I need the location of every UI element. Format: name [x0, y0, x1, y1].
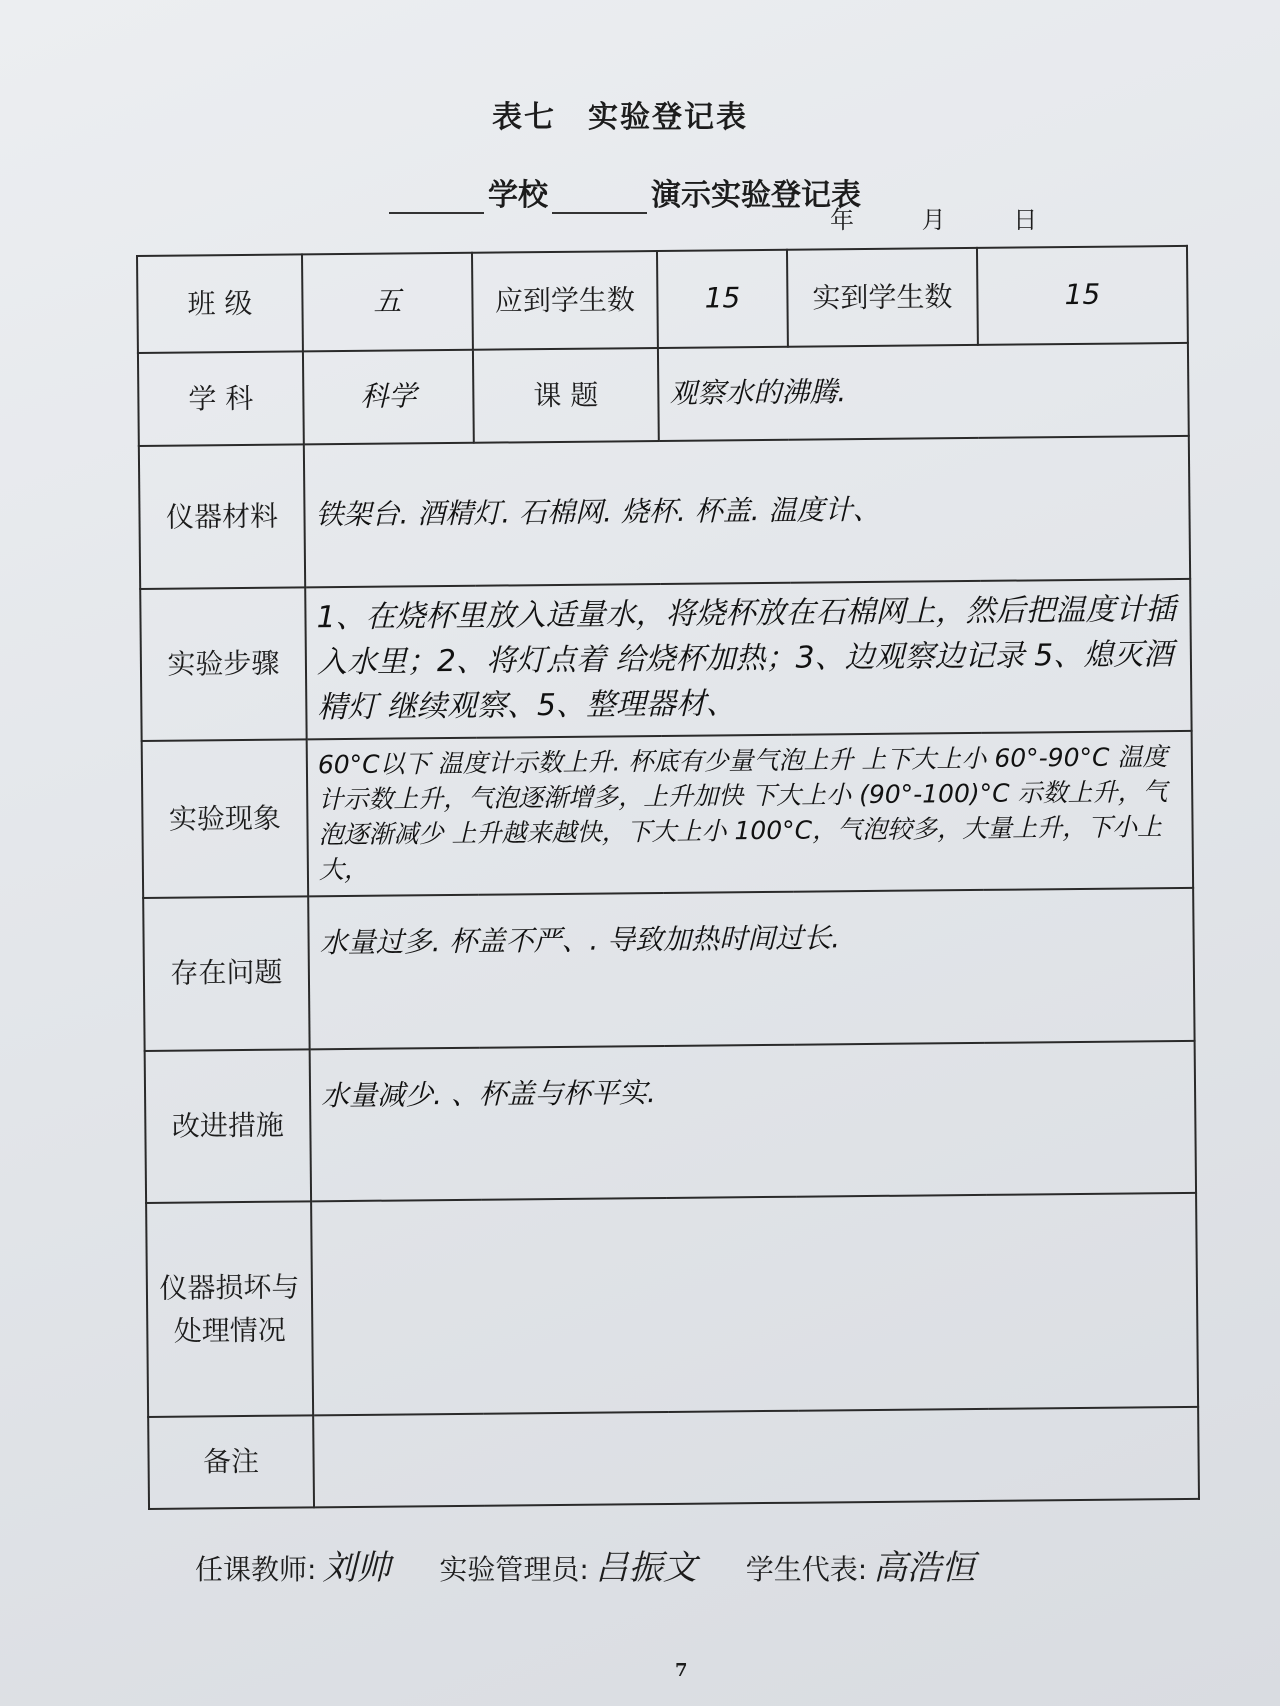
steps-label: 实验步骤 — [140, 587, 306, 740]
table-row — [138, 343, 1189, 447]
table-row — [142, 731, 1193, 898]
subtitle-rest: 演示实验登记表 — [651, 178, 861, 213]
remarks-label: 备注 — [148, 1416, 314, 1509]
page-title: 表七 实验登记表 — [492, 100, 748, 135]
date-month: 月 — [921, 206, 946, 234]
student-sig: 高浩恒 — [873, 1548, 976, 1588]
class-label: 班 级 — [137, 254, 303, 352]
table-row — [139, 436, 1190, 589]
subtitle-school: 学校 — [488, 178, 548, 213]
page-number: 7 — [675, 1660, 688, 1681]
phenomena-value: 60°C以下 温度计示数上升. 杯底有少量气泡上升 上下大上小 60°-90°C 温度计示数上升，气泡逐渐增多，上升加快 下大上小 (90°-100)°C 示数上升，气泡逐渐减少 上升越来越快，下大上小 100°C，气泡较多，大量上升，下小上大， — [307, 731, 1193, 896]
school-blank — [389, 184, 484, 214]
admin-signature — [439, 1540, 696, 1589]
date-year: 年 — [830, 206, 854, 234]
remarks-value — [313, 1407, 1199, 1507]
expected-students-label: 应到学生数 — [472, 251, 658, 350]
expected-students-value: 15 — [657, 250, 788, 348]
topic-label: 课 题 — [473, 348, 659, 443]
teacher-signature — [195, 1540, 390, 1589]
table-row — [148, 1407, 1199, 1509]
student-signature — [746, 1540, 975, 1589]
table-row — [140, 579, 1191, 741]
signature-row — [195, 1540, 1195, 1589]
teacher-sig: 刘帅 — [322, 1548, 391, 1588]
equipment-value: 铁架台. 酒精灯. 石棉网. 烧杯. 杯盖. 温度计、 — [304, 436, 1190, 587]
equipment-label: 仪器材料 — [139, 445, 305, 589]
subject-value: 科学 — [303, 350, 474, 445]
teacher-label: 任课教师: — [195, 1553, 317, 1586]
phenomena-label: 实验现象 — [142, 739, 308, 897]
table-row — [143, 888, 1194, 1051]
topic-value: 观察水的沸腾. — [658, 343, 1189, 442]
improvements-value: 水量减少. 、杯盖与杯平实. — [310, 1040, 1196, 1201]
actual-students-value: 15 — [977, 246, 1188, 345]
damage-label: 仪器损坏与处理情况 — [146, 1202, 313, 1417]
table-row — [146, 1193, 1198, 1417]
table-row — [137, 246, 1188, 353]
registration-table — [136, 245, 1200, 1510]
student-label: 学生代表: — [745, 1553, 868, 1586]
steps-value: 1、在烧杯里放入适量水，将烧杯放在石棉网上，然后把温度计插入水里；2、将灯点着 给烧杯加热；3、边观察边记录 5、熄灭酒精灯 继续观察、5、整理器材、 — [305, 579, 1191, 739]
damage-value — [311, 1193, 1198, 1415]
table-row — [145, 1040, 1196, 1203]
problems-value: 水量过多. 杯盖不严、. 导致加热时间过长. — [308, 888, 1194, 1049]
admin-label: 实验管理员: — [439, 1553, 589, 1586]
date-line — [830, 200, 1097, 235]
date-day: 日 — [1013, 206, 1038, 234]
subject-blank — [552, 184, 647, 214]
problems-label: 存在问题 — [143, 896, 309, 1050]
improvements-label: 改进措施 — [145, 1049, 311, 1203]
actual-students-label: 实到学生数 — [787, 248, 978, 347]
subject-label: 学 科 — [138, 351, 304, 446]
page-subtitle — [385, 170, 861, 214]
class-value: 五 — [302, 253, 473, 351]
admin-sig: 吕振文 — [594, 1548, 697, 1588]
